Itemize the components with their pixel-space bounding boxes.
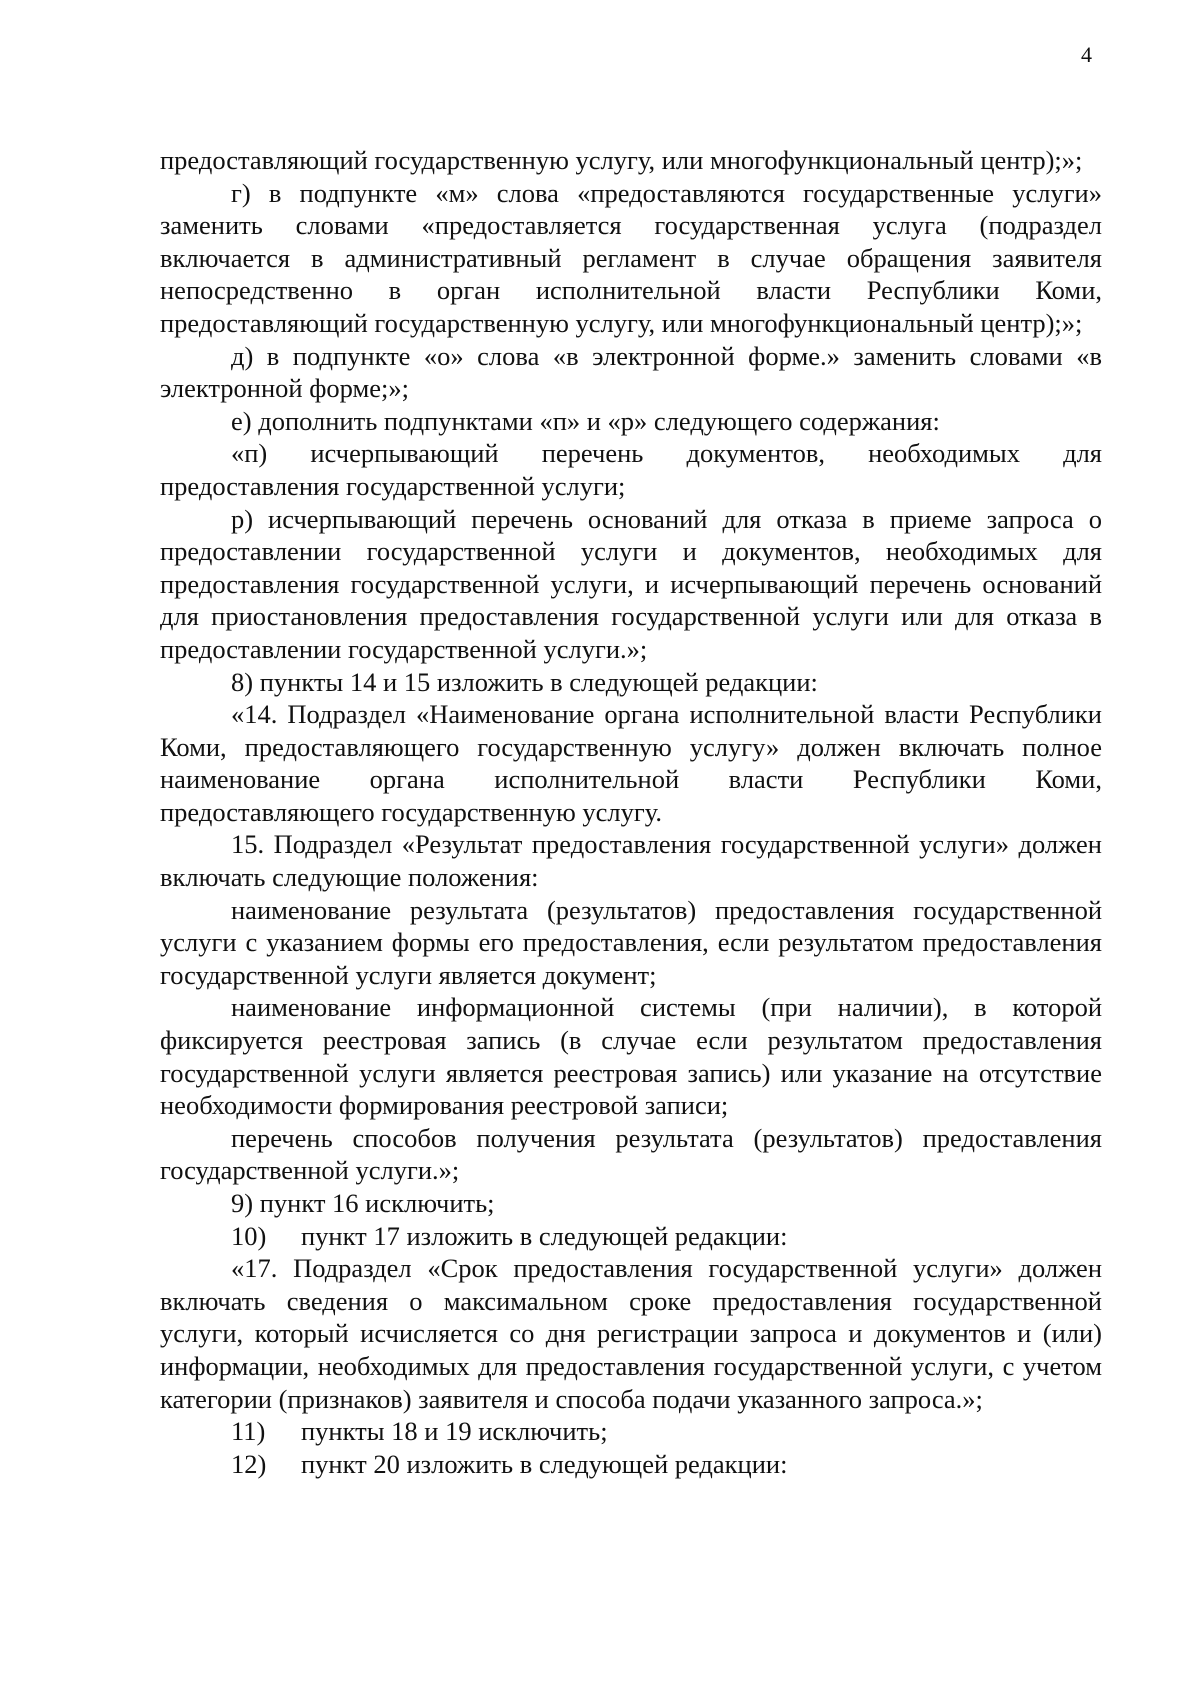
paragraph: 8) пункты 14 и 15 изложить в следующей редакции: bbox=[231, 666, 818, 697]
paragraph: наименование информационной системы (при наличии), в которой фиксируется реестровая запись (в случае если результатом предоставления государственной услуги является реестровая запись) или указание на отсутствие необходимости формирования реестровой записи; bbox=[160, 992, 1102, 1121]
paragraph: «14. Подраздел «Наименование органа исполнительной власти Республики Коми, предоставляющего государственную услугу» должен включать полное наименование органа исполнительной власти Республики Коми, предоставляющего государственную услугу. bbox=[160, 699, 1102, 827]
paragraph: 15. Подраздел «Результат предоставления государственной услуги» должен включать следующие положения: bbox=[160, 829, 1102, 893]
paragraph: предоставляющий государственную услугу, или многофункциональный центр);»; bbox=[160, 145, 1083, 175]
paragraph: «п) исчерпывающий перечень документов, необходимых для предоставления государственной услуги; bbox=[160, 438, 1102, 501]
paragraph: р) исчерпывающий перечень оснований для отказа в приеме запроса о предоставлении государственной услуги и документов, необходимых для предоставления государственной услуги, и исчерпывающий перечень оснований для приостановления предоставления государственной услуги или для отказа в предоставлении государственной услуги.»; bbox=[160, 503, 1102, 664]
paragraph: 9) пункт 16 исключить; bbox=[231, 1188, 495, 1218]
numbered-item bbox=[160, 1220, 1102, 1253]
item-number: 12) bbox=[231, 1448, 267, 1479]
paragraph: д) в подпункте «о» слова «в электронной форме.» заменить словами «в электронной форме;»; bbox=[160, 340, 1102, 404]
paragraph: «17. Подраздел «Срок предоставления государственной услуги» должен включать сведения о максимальном сроке предоставления государственной услуги, который исчисляется со дня регистрации запроса и документов и (или) информации, необходимых для предоставления государственной услуги, с учетом категории (признаков) заявителя и способа подачи указанного запроса.»; bbox=[160, 1253, 1102, 1414]
numbered-item bbox=[160, 1415, 1102, 1448]
item-number: 10) bbox=[231, 1220, 267, 1251]
paragraph: г) в подпункте «м» слова «предоставляются государственные услуги» заменить словами «предоставляется государственная услуга (подраздел включается в административный регламент в случае обращения заявителя непосредственно в орган исполнительной власти Республики Коми, предоставляющий государственную услугу, или многофункциональный центр);»; bbox=[160, 177, 1102, 338]
item-text: пункт 17 изложить в следующей редакции: bbox=[301, 1220, 788, 1251]
paragraph: перечень способов получения результата (результатов) предоставления государственной услуги.»; bbox=[160, 1122, 1102, 1186]
page-number: 4 bbox=[1081, 42, 1092, 67]
paragraph: е) дополнить подпунктами «п» и «р» следующего содержания: bbox=[231, 405, 940, 436]
paragraph: наименование результата (результатов) предоставления государственной услуги с указанием формы его предоставления, если результатом предоставления государственной услуги является документ; bbox=[160, 894, 1102, 990]
item-text: пункты 18 и 19 исключить; bbox=[301, 1416, 608, 1447]
item-number: 11) bbox=[231, 1416, 266, 1447]
item-text: пункт 20 изложить в следующей редакции: bbox=[301, 1448, 788, 1479]
numbered-item bbox=[160, 1448, 1102, 1481]
document-body bbox=[160, 144, 1102, 1480]
